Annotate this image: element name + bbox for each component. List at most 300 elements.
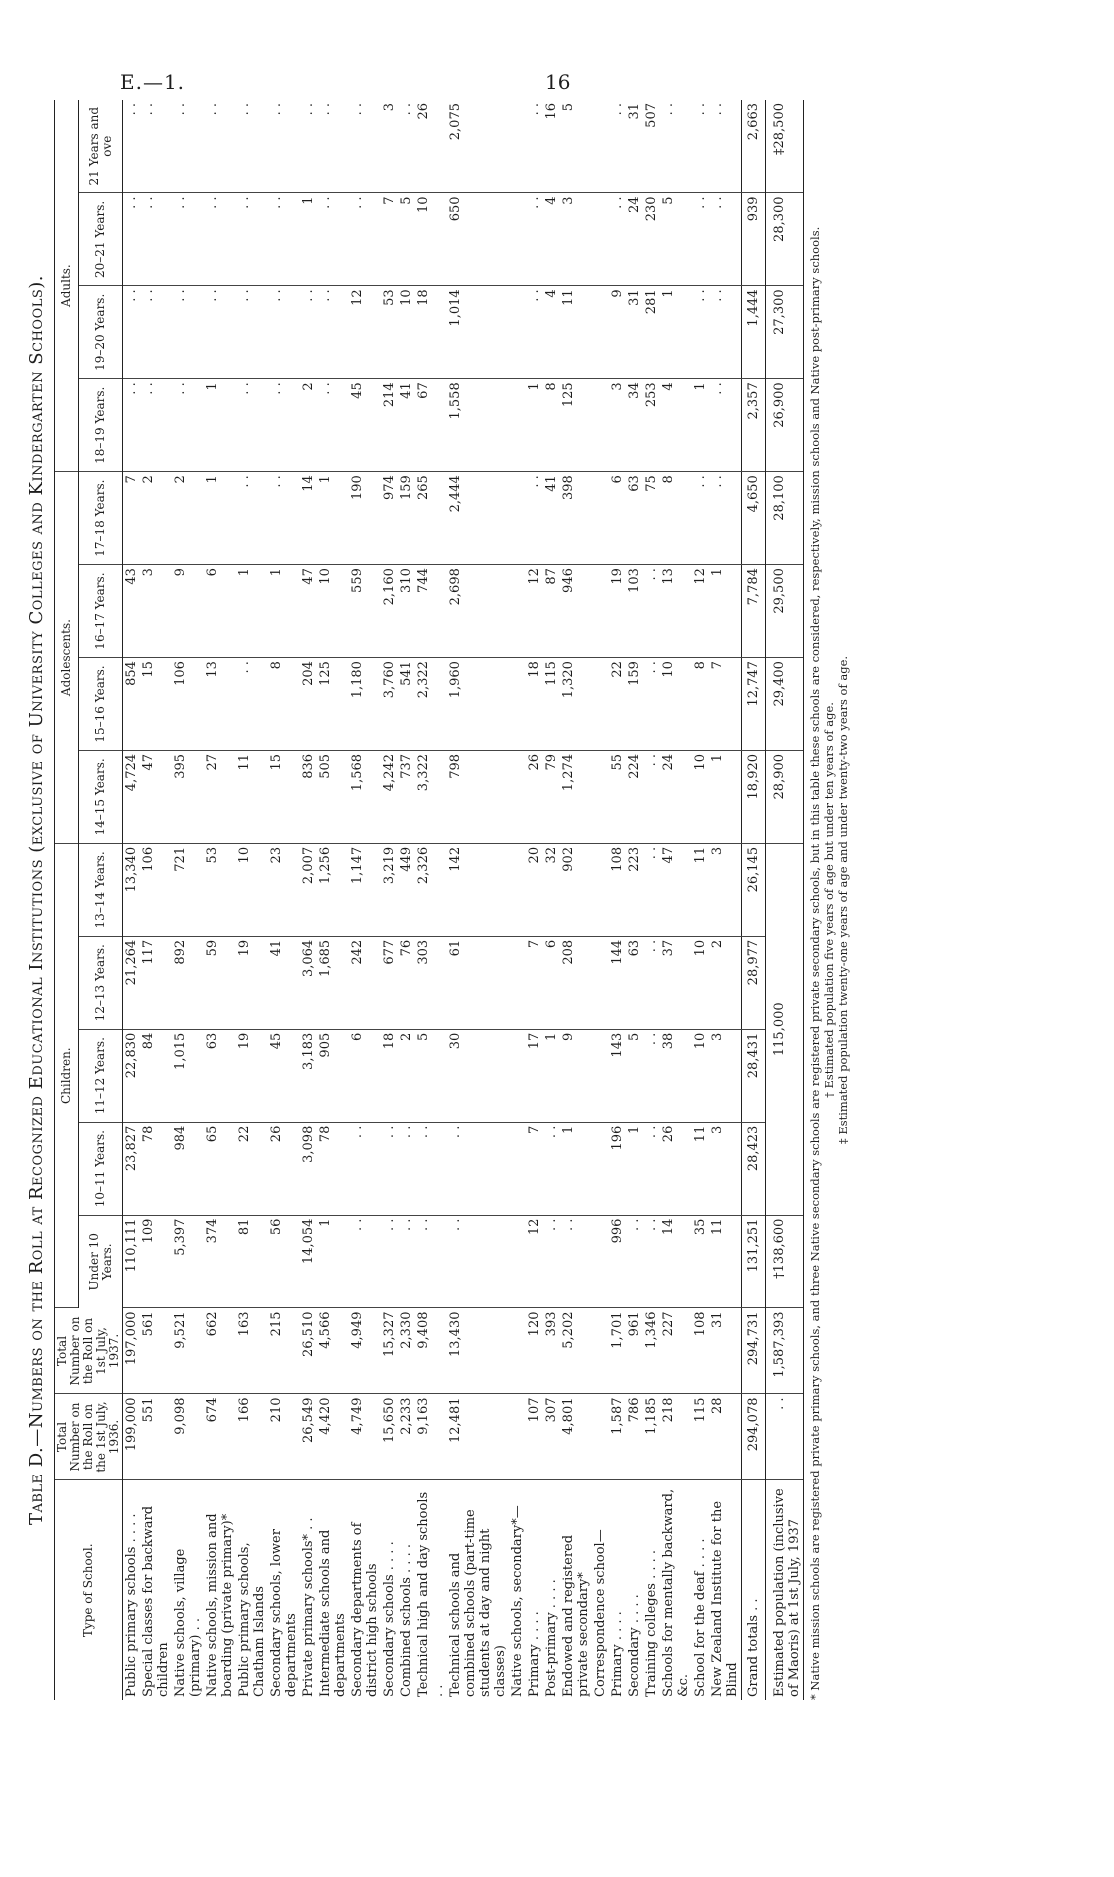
value-cell — [592, 100, 609, 193]
value-cell: . . — [317, 286, 349, 379]
value-cell: 196 — [609, 1122, 626, 1215]
value-cell: 551 — [140, 1394, 172, 1480]
value-cell: 120 — [526, 1308, 543, 1394]
value-cell: 677 — [381, 936, 398, 1029]
value-cell: 30 — [447, 1029, 509, 1122]
value-cell: 1,960 — [447, 658, 509, 751]
col-header-age: 21 Years and ove — [79, 100, 123, 193]
value-cell: 1,701 — [609, 1308, 626, 1394]
table-row — [415, 100, 447, 1700]
value-cell: . . — [543, 1215, 560, 1308]
value-cell: 15,650 — [381, 1394, 398, 1480]
value-cell: 110,111 — [123, 1215, 141, 1308]
value-cell: 117 — [140, 936, 172, 1029]
value-cell: . . — [300, 286, 317, 379]
value-cell: 63 — [204, 1029, 236, 1122]
value-cell — [592, 1394, 609, 1480]
value-cell: 224 — [626, 750, 643, 843]
value-cell: 26 — [660, 1122, 692, 1215]
value-cell: 27,300 — [766, 286, 804, 379]
value-cell: 1,685 — [317, 936, 349, 1029]
value-cell — [509, 565, 526, 658]
value-cell: 6 — [609, 472, 626, 565]
value-cell: . . — [123, 193, 141, 286]
value-cell: . . — [172, 286, 204, 379]
value-cell: 9,408 — [415, 1308, 447, 1394]
value-cell: . . — [609, 193, 626, 286]
value-cell: . . — [398, 1122, 415, 1215]
value-cell: . . — [626, 1215, 643, 1308]
value-cell: 798 — [447, 750, 509, 843]
value-cell: . . — [526, 193, 543, 286]
value-cell: . . — [172, 193, 204, 286]
value-cell: 1,185 — [643, 1394, 660, 1480]
value-cell: 20 — [526, 843, 543, 936]
value-cell: 63 — [626, 936, 643, 1029]
value-cell: 208 — [560, 936, 592, 1029]
value-cell: 87 — [543, 565, 560, 658]
value-cell: 1,320 — [560, 658, 592, 751]
value-cell: . . — [660, 100, 692, 193]
value-cell: . . — [204, 286, 236, 379]
value-cell: . . — [140, 193, 172, 286]
value-cell: 197,000 — [123, 1308, 141, 1394]
value-cell: 2,326 — [415, 843, 447, 936]
value-cell: . . — [643, 565, 660, 658]
value-cell: 1,180 — [349, 658, 381, 751]
footnote-dagger: † Estimated population five years of age but under ten years of age. — [822, 702, 836, 1098]
value-cell: 2,233 — [398, 1394, 415, 1480]
col-header-age: 12–13 Years. — [79, 936, 123, 1029]
value-cell: 946 — [560, 565, 592, 658]
value-cell: 78 — [140, 1122, 172, 1215]
value-cell: 27 — [204, 750, 236, 843]
value-cell — [592, 750, 609, 843]
value-cell: 78 — [317, 1122, 349, 1215]
school-type-cell: Post-primary . . . . — [544, 1579, 559, 1697]
table-row — [172, 100, 204, 1700]
value-cell: 144 — [609, 936, 626, 1029]
value-cell: 8 — [692, 658, 709, 751]
value-cell — [592, 1308, 609, 1394]
value-cell: 26,145 — [742, 843, 766, 936]
value-cell: 3 — [381, 100, 398, 193]
school-type-cell: Combined schools . . . . — [399, 1544, 414, 1697]
school-type-cell: Endowed and registered private secondary* — [561, 1534, 591, 1697]
value-cell: 2,007 — [300, 843, 317, 936]
value-cell: 786 — [626, 1394, 643, 1480]
value-cell: 2,160 — [381, 565, 398, 658]
value-cell: 9,098 — [172, 1394, 204, 1480]
value-cell: 56 — [268, 1215, 300, 1308]
school-type-cell: New Zealand Institute for the Blind — [710, 1500, 740, 1697]
value-cell: 11 — [560, 286, 592, 379]
value-cell: 19 — [609, 565, 626, 658]
value-cell: 84 — [140, 1029, 172, 1122]
col-header-age: 18–19 Years. — [79, 379, 123, 472]
value-cell — [592, 1122, 609, 1215]
value-cell — [509, 1215, 526, 1308]
value-cell: 6 — [349, 1029, 381, 1122]
value-cell: 47 — [300, 565, 317, 658]
value-cell: 4,420 — [317, 1394, 349, 1480]
value-cell: 215 — [268, 1308, 300, 1394]
value-cell: 294,731 — [742, 1308, 766, 1394]
value-cell: 4,566 — [317, 1308, 349, 1394]
value-cell: 223 — [626, 843, 643, 936]
value-cell: 115 — [543, 658, 560, 751]
footnote-double-dagger: ‡ Estimated population twenty-one years of age and under twenty-two years of age. — [836, 655, 850, 1145]
value-cell: 4,650 — [742, 472, 766, 565]
value-cell: 10 — [317, 565, 349, 658]
value-cell: . . — [398, 1215, 415, 1308]
value-cell: 13,340 — [123, 843, 141, 936]
value-cell: . . — [236, 379, 268, 472]
value-cell: 1 — [660, 286, 692, 379]
value-cell — [509, 1122, 526, 1215]
col-header-age: 14–15 Years. — [79, 750, 123, 843]
children-population-cell: 115,000 — [766, 843, 804, 1215]
value-cell: 29,400 — [766, 658, 804, 751]
value-cell: 125 — [560, 379, 592, 472]
value-cell — [509, 750, 526, 843]
value-cell: 163 — [236, 1308, 268, 1394]
value-cell: 1 — [543, 1029, 560, 1122]
value-cell: 4,724 — [123, 750, 141, 843]
value-cell: . . — [349, 100, 381, 193]
value-cell — [592, 193, 609, 286]
value-cell: 310 — [398, 565, 415, 658]
value-cell: 505 — [317, 750, 349, 843]
col-header-age: 17–18 Years. — [79, 472, 123, 565]
value-cell: 10 — [692, 750, 709, 843]
value-cell — [509, 1029, 526, 1122]
value-cell: . . — [123, 379, 141, 472]
value-cell: 11 — [709, 1215, 742, 1308]
col-header-age: 13–14 Years. — [79, 843, 123, 936]
value-cell: 1 — [692, 379, 709, 472]
value-cell: 507 — [643, 100, 660, 193]
value-cell: . . — [204, 100, 236, 193]
table-row — [592, 100, 609, 1700]
value-cell: 253 — [643, 379, 660, 472]
value-cell — [509, 936, 526, 1029]
school-type-cell: Public primary schools . . . . — [124, 1513, 139, 1697]
value-cell: . . — [398, 100, 415, 193]
value-cell: 22 — [609, 658, 626, 751]
school-type-cell: Primary . . . . — [610, 1611, 625, 1697]
value-cell: 939 — [742, 193, 766, 286]
value-cell — [509, 100, 526, 193]
value-cell: 2 — [709, 936, 742, 1029]
value-cell: 37 — [660, 936, 692, 1029]
value-cell: 1 — [709, 565, 742, 658]
value-cell: 10 — [398, 286, 415, 379]
value-cell: 1 — [560, 1122, 592, 1215]
col-header-age: 11–12 Years. — [79, 1029, 123, 1122]
value-cell — [509, 193, 526, 286]
col-header-age: 20–21 Years. — [79, 193, 123, 286]
value-cell: 21,264 — [123, 936, 141, 1029]
school-type-cell: Special classes for backward children — [141, 1505, 171, 1697]
value-cell: 9,163 — [415, 1394, 447, 1480]
table-row — [300, 100, 317, 1700]
school-type-cell: School for the deaf . . . . — [693, 1538, 708, 1697]
value-cell: 47 — [140, 750, 172, 843]
value-cell: . . — [236, 286, 268, 379]
value-cell: 8 — [543, 379, 560, 472]
value-cell: 10 — [692, 1029, 709, 1122]
value-cell: 7 — [526, 936, 543, 1029]
value-cell: 15 — [140, 658, 172, 751]
value-cell: 47 — [660, 843, 692, 936]
value-cell: 34 — [626, 379, 643, 472]
value-cell: . . — [268, 286, 300, 379]
col-header-type: Type of School. — [55, 1480, 123, 1700]
value-cell: 166 — [236, 1394, 268, 1480]
value-cell — [592, 472, 609, 565]
value-cell: 18 — [526, 658, 543, 751]
value-cell: 7,784 — [742, 565, 766, 658]
value-cell: . . — [268, 472, 300, 565]
table-row — [204, 100, 236, 1700]
value-cell: . . — [643, 936, 660, 1029]
estimated-population-row — [766, 100, 804, 1700]
table-row — [268, 100, 300, 1700]
value-cell: 26 — [268, 1122, 300, 1215]
value-cell: . . — [643, 1215, 660, 1308]
value-cell — [509, 286, 526, 379]
value-cell: 31 — [626, 100, 643, 193]
value-cell: 59 — [204, 936, 236, 1029]
value-cell: 5,397 — [172, 1215, 204, 1308]
value-cell: 674 — [204, 1394, 236, 1480]
value-cell: . . — [447, 1122, 509, 1215]
value-cell — [509, 472, 526, 565]
value-cell: 2,330 — [398, 1308, 415, 1394]
value-cell: 3,219 — [381, 843, 398, 936]
value-cell: 18 — [415, 286, 447, 379]
value-cell: 65 — [204, 1122, 236, 1215]
value-cell: 23 — [268, 843, 300, 936]
table-row — [742, 100, 766, 1700]
value-cell: 38 — [660, 1029, 692, 1122]
table-row — [660, 100, 692, 1700]
value-cell: 3 — [709, 1122, 742, 1215]
value-cell: 1,558 — [447, 379, 509, 472]
value-cell: 218 — [660, 1394, 692, 1480]
value-cell: 41 — [398, 379, 415, 472]
value-cell: . . — [709, 379, 742, 472]
value-cell: . . — [643, 1029, 660, 1122]
value-cell: 103 — [626, 565, 643, 658]
value-cell: 26,549 — [300, 1394, 317, 1480]
value-cell: . . — [317, 193, 349, 286]
col-header-age: 15–16 Years. — [79, 658, 123, 751]
value-cell: 3,183 — [300, 1029, 317, 1122]
value-cell: 854 — [123, 658, 141, 751]
value-cell — [592, 286, 609, 379]
value-cell: 12 — [526, 1215, 543, 1308]
value-cell: 294,078 — [742, 1394, 766, 1480]
value-cell: 11 — [692, 1122, 709, 1215]
value-cell: 55 — [609, 750, 626, 843]
value-cell: 22,830 — [123, 1029, 141, 1122]
value-cell — [509, 1308, 526, 1394]
value-cell: 5 — [626, 1029, 643, 1122]
value-cell: 31 — [709, 1308, 742, 1394]
school-type-cell: Technical high and day schools . . — [416, 1491, 446, 1697]
school-type-cell: Secondary schools . . . . — [382, 1541, 397, 1697]
value-cell: 28,100 — [766, 472, 804, 565]
value-cell — [509, 379, 526, 472]
school-type-cell: Native schools, village (primary) . . — [173, 1548, 203, 1697]
value-cell: 5 — [560, 100, 592, 193]
value-cell: 449 — [398, 843, 415, 936]
value-cell: 79 — [543, 750, 560, 843]
value-cell: 4 — [543, 193, 560, 286]
value-cell: 721 — [172, 843, 204, 936]
value-cell: . . — [381, 1122, 398, 1215]
value-cell: . . — [447, 1215, 509, 1308]
table-row — [526, 100, 543, 1700]
value-cell: 13,430 — [447, 1308, 509, 1394]
school-type-cell: Technical schools and combined schools (part-time students at day and night classes) — [448, 1509, 508, 1697]
school-type-cell: Correspondence school— — [593, 1529, 608, 1697]
value-cell — [592, 658, 609, 751]
value-cell: . . — [140, 100, 172, 193]
value-cell: 265 — [415, 472, 447, 565]
value-cell: 2,075 — [447, 100, 509, 193]
value-cell: 61 — [447, 936, 509, 1029]
value-cell: 26,510 — [300, 1308, 317, 1394]
value-cell: 5 — [398, 193, 415, 286]
value-cell: 398 — [560, 472, 592, 565]
value-cell: 6 — [204, 565, 236, 658]
value-cell: . . — [609, 100, 626, 193]
value-cell: 2,698 — [447, 565, 509, 658]
value-cell: 4,949 — [349, 1308, 381, 1394]
value-cell: 395 — [172, 750, 204, 843]
value-cell: 1,568 — [349, 750, 381, 843]
value-cell: 18,920 — [742, 750, 766, 843]
table-row — [709, 100, 742, 1700]
value-cell: 28,423 — [742, 1122, 766, 1215]
value-cell: 2 — [300, 379, 317, 472]
value-cell: 210 — [268, 1394, 300, 1480]
value-cell: 3 — [140, 565, 172, 658]
value-cell: 17 — [526, 1029, 543, 1122]
value-cell: 2,444 — [447, 472, 509, 565]
table-row — [236, 100, 268, 1700]
value-cell: 11 — [692, 843, 709, 936]
school-type-cell: Private primary schools* . . — [301, 1517, 316, 1697]
value-cell: 81 — [236, 1215, 268, 1308]
value-cell: . . — [300, 100, 317, 193]
value-cell: . . — [236, 472, 268, 565]
value-cell: 143 — [609, 1029, 626, 1122]
value-cell: 28 — [709, 1394, 742, 1480]
value-cell: 7 — [709, 658, 742, 751]
value-cell: 1,147 — [349, 843, 381, 936]
value-cell: . . — [172, 100, 204, 193]
value-cell: . . — [349, 193, 381, 286]
value-cell: †138,600 — [766, 1215, 804, 1308]
value-cell — [509, 1394, 526, 1480]
table-row — [560, 100, 592, 1700]
value-cell: . . — [415, 1215, 447, 1308]
value-cell: . . — [349, 1122, 381, 1215]
value-cell: 28,300 — [766, 193, 804, 286]
value-cell: 28,900 — [766, 750, 804, 843]
value-cell: 2 — [140, 472, 172, 565]
value-cell: 22 — [236, 1122, 268, 1215]
group-header-adolescents: Adolescents. — [55, 472, 79, 844]
value-cell: 4 — [660, 379, 692, 472]
value-cell: 1 — [317, 1215, 349, 1308]
value-cell: 108 — [692, 1308, 709, 1394]
value-cell: . . — [349, 1215, 381, 1308]
value-cell: 307 — [543, 1394, 560, 1480]
value-cell: 393 — [543, 1308, 560, 1394]
value-cell: 1 — [626, 1122, 643, 1215]
value-cell: 836 — [300, 750, 317, 843]
value-cell: 2 — [398, 1029, 415, 1122]
value-cell: 3 — [609, 379, 626, 472]
value-cell — [509, 658, 526, 751]
value-cell: . . — [268, 193, 300, 286]
value-cell — [592, 1215, 609, 1308]
value-cell — [592, 379, 609, 472]
value-cell: 1,015 — [172, 1029, 204, 1122]
school-type-cell: Native schools, secondary*— — [510, 1505, 525, 1697]
value-cell: 12 — [692, 565, 709, 658]
value-cell: 5,202 — [560, 1308, 592, 1394]
table-row — [509, 100, 526, 1700]
value-cell: . . — [709, 286, 742, 379]
value-cell: 1,346 — [643, 1308, 660, 1394]
value-cell: . . — [526, 286, 543, 379]
value-cell: 159 — [398, 472, 415, 565]
value-cell: 4,749 — [349, 1394, 381, 1480]
value-cell: 125 — [317, 658, 349, 751]
value-cell: 1 — [526, 379, 543, 472]
value-cell: . . — [560, 1215, 592, 1308]
value-cell: 374 — [204, 1215, 236, 1308]
value-cell: 1 — [204, 472, 236, 565]
value-cell: . . — [643, 750, 660, 843]
value-cell: 3,760 — [381, 658, 398, 751]
value-cell: 14 — [300, 472, 317, 565]
value-cell: 8 — [268, 658, 300, 751]
value-cell: . . — [692, 472, 709, 565]
value-cell: 9 — [172, 565, 204, 658]
value-cell: 45 — [268, 1029, 300, 1122]
value-cell: . . — [123, 100, 141, 193]
col-header-age: 19–20 Years. — [79, 286, 123, 379]
school-type-cell: Secondary schools, lower departments — [269, 1529, 299, 1697]
page-number: 16 — [545, 70, 571, 94]
value-cell: ‡28,500 — [766, 100, 804, 193]
value-cell: 1 — [268, 565, 300, 658]
value-cell: 4,801 — [560, 1394, 592, 1480]
value-cell: . . — [415, 1122, 447, 1215]
value-cell: 15 — [268, 750, 300, 843]
value-cell: 12,481 — [447, 1394, 509, 1480]
value-cell: 1 — [204, 379, 236, 472]
school-type-cell: Grand totals . . — [742, 1480, 766, 1700]
value-cell: 4,242 — [381, 750, 398, 843]
